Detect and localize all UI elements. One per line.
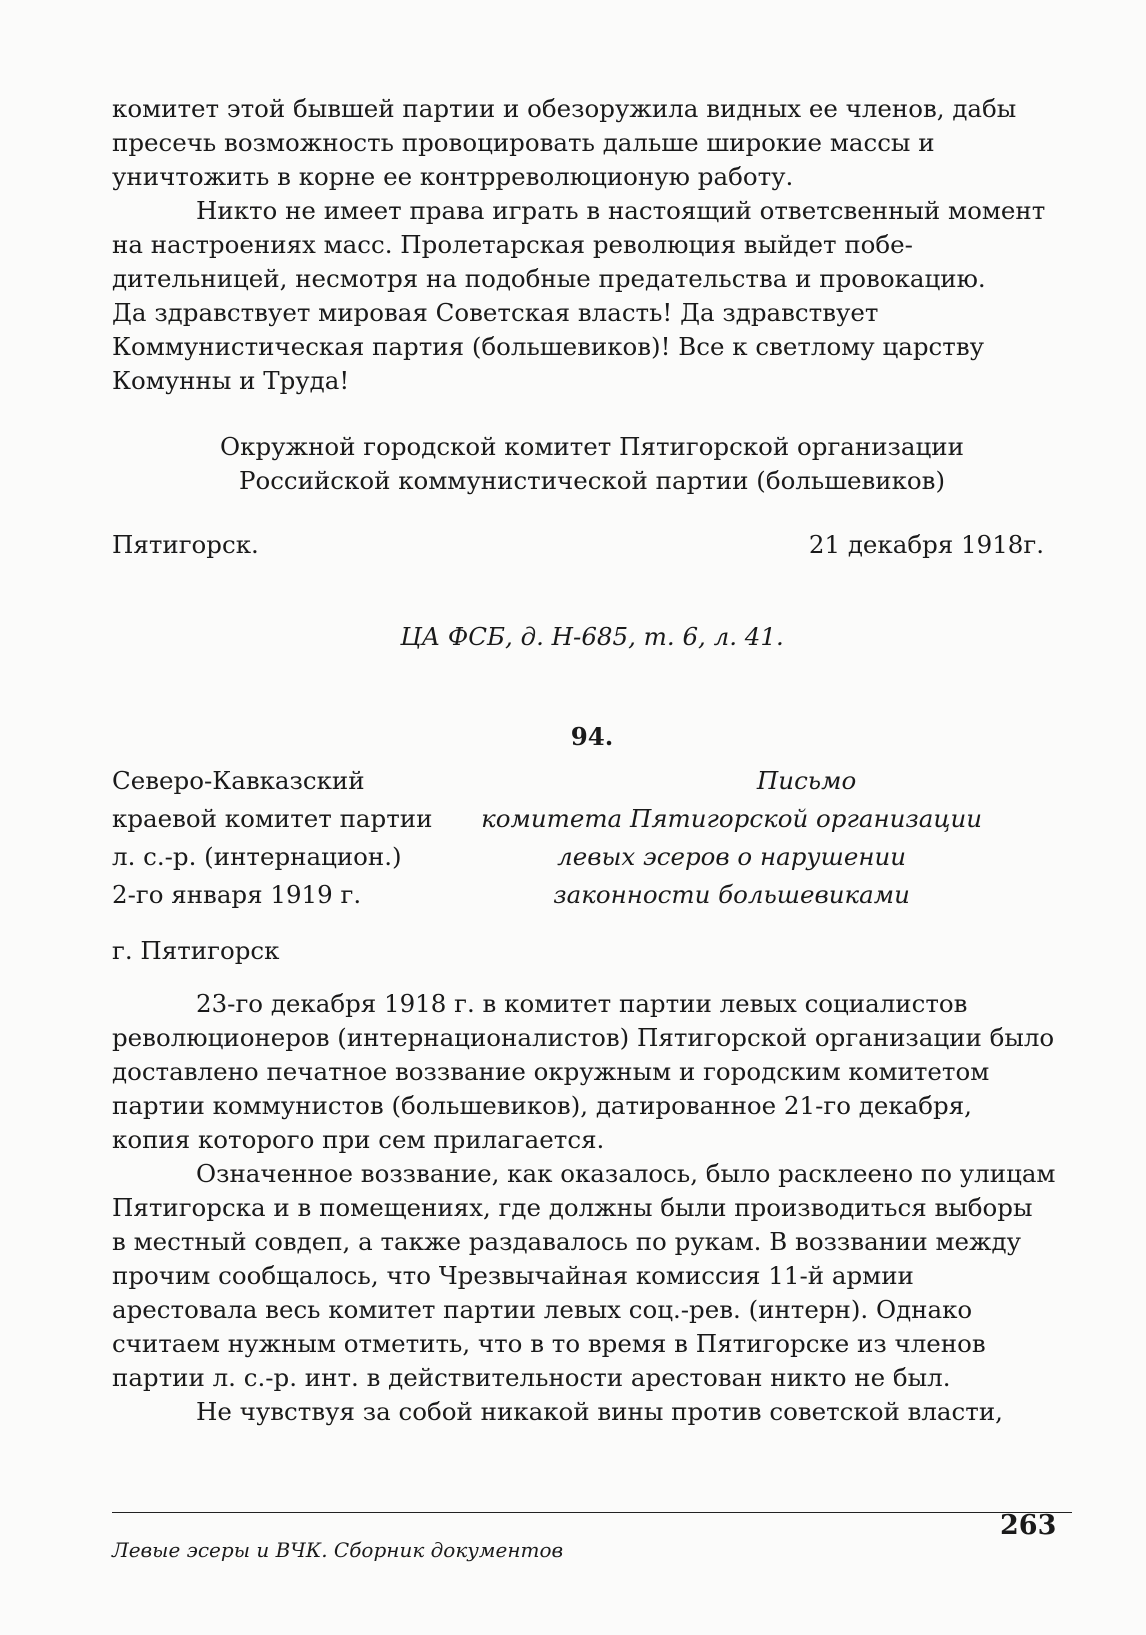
document-number: 94. xyxy=(570,722,614,751)
text-line: Пятигорска и в помещениях, где должны были производиться выборы xyxy=(112,1193,1033,1222)
text-line: Комунны и Труда! xyxy=(112,366,350,395)
footer-divider xyxy=(112,1512,1072,1513)
text-line: арестовала весь комитет партии левых соц.-рев. (интерн). Однако xyxy=(112,1295,973,1324)
paragraph-letter-2 xyxy=(112,1157,1072,1395)
sender-line: л. с.-р. (интернацион.) xyxy=(112,842,402,871)
page-number: 263 xyxy=(1000,1510,1057,1541)
text-line: уничтожить в корне ее контрреволюционую работу. xyxy=(112,162,794,191)
title-line: законности большевиками xyxy=(553,880,910,909)
text-line: доставлено печатное воззвание окружным и городским комитетом xyxy=(112,1057,990,1086)
document-title xyxy=(481,762,1072,914)
text-line: копия которого при сем прилагается. xyxy=(112,1125,605,1154)
text-line: Означенное воззвание, как оказалось, было расклеено по улицам xyxy=(196,1159,1056,1188)
text-line: пресечь возможность провоцировать дальше широкие массы и xyxy=(112,128,935,157)
text-line: партии л. с.-р. инт. в действительности арестован никто не был. xyxy=(112,1363,951,1392)
signature xyxy=(112,430,1072,498)
text-line: партии коммунистов (большевиков), датированное 21-го декабря, xyxy=(112,1091,972,1120)
text-line: дительницей, несмотря на подобные предательства и провокацию. xyxy=(112,264,986,293)
text-line: 23-го декабря 1918 г. в комитет партии левых социалистов xyxy=(196,989,968,1018)
title-line: левых эсеров о нарушении xyxy=(557,842,907,871)
text-line: Никто не имеет права играть в настоящий ответсвенный момент xyxy=(196,196,1046,225)
text-line: Не чувствуя за собой никакой вины против советской власти, xyxy=(196,1397,1003,1426)
city: г. Пятигорск xyxy=(112,936,280,965)
signature-line: Окружной городской комитет Пятигорской организации xyxy=(220,432,964,461)
date: 21 декабря 1918г. xyxy=(808,530,1044,559)
text-line: комитет этой бывшей партии и обезоружила видных ее членов, дабы xyxy=(112,94,1017,123)
text-line: Коммунистическая партия (большевиков)! Все к светлому царству xyxy=(112,332,985,361)
text-line: революционеров (интернационалистов) Пятигорской организации было xyxy=(112,1023,1055,1052)
place: Пятигорск. xyxy=(112,530,259,559)
sender-info xyxy=(112,762,432,914)
signature-line: Российской коммунистической партии (большевиков) xyxy=(238,466,946,495)
paragraph-letter-1 xyxy=(112,987,1072,1157)
text-line: в местный совдеп, а также раздавалось по рукам. В воззвании между xyxy=(112,1227,1022,1256)
place-date xyxy=(112,528,1072,562)
paragraph-appeal xyxy=(112,194,1072,398)
city-block xyxy=(112,934,1072,968)
document-header xyxy=(112,762,1072,914)
text-line: прочим сообщалось, что Чрезвычайная комиссия 11-й армии xyxy=(112,1261,914,1290)
title-line: Письмо xyxy=(756,766,857,795)
text-line: считаем нужным отметить, что в то время в Пятигорске из членов xyxy=(112,1329,986,1358)
text-line: Да здравствует мировая Советская власть! Да здравствует xyxy=(112,298,879,327)
document-number-block xyxy=(112,722,1072,751)
title-line: комитета Пятигорской организации xyxy=(481,804,982,833)
paragraph-letter-3 xyxy=(112,1395,1072,1429)
text-line: на настроениях масс. Пролетарская революция выйдет побе- xyxy=(112,230,913,259)
archive-reference xyxy=(112,622,1072,651)
archive-ref: ЦА ФСБ, д. Н-685, т. 6, л. 41. xyxy=(400,622,784,651)
sender-line: 2-го января 1919 г. xyxy=(112,880,362,909)
sender-line: краевой комитет партии xyxy=(112,804,433,833)
top-paragraph xyxy=(112,92,1072,194)
sender-line: Северо-Кавказский xyxy=(112,766,365,795)
footer-book-title: Левые эсеры и ВЧК. Сборник документов xyxy=(112,1538,564,1562)
